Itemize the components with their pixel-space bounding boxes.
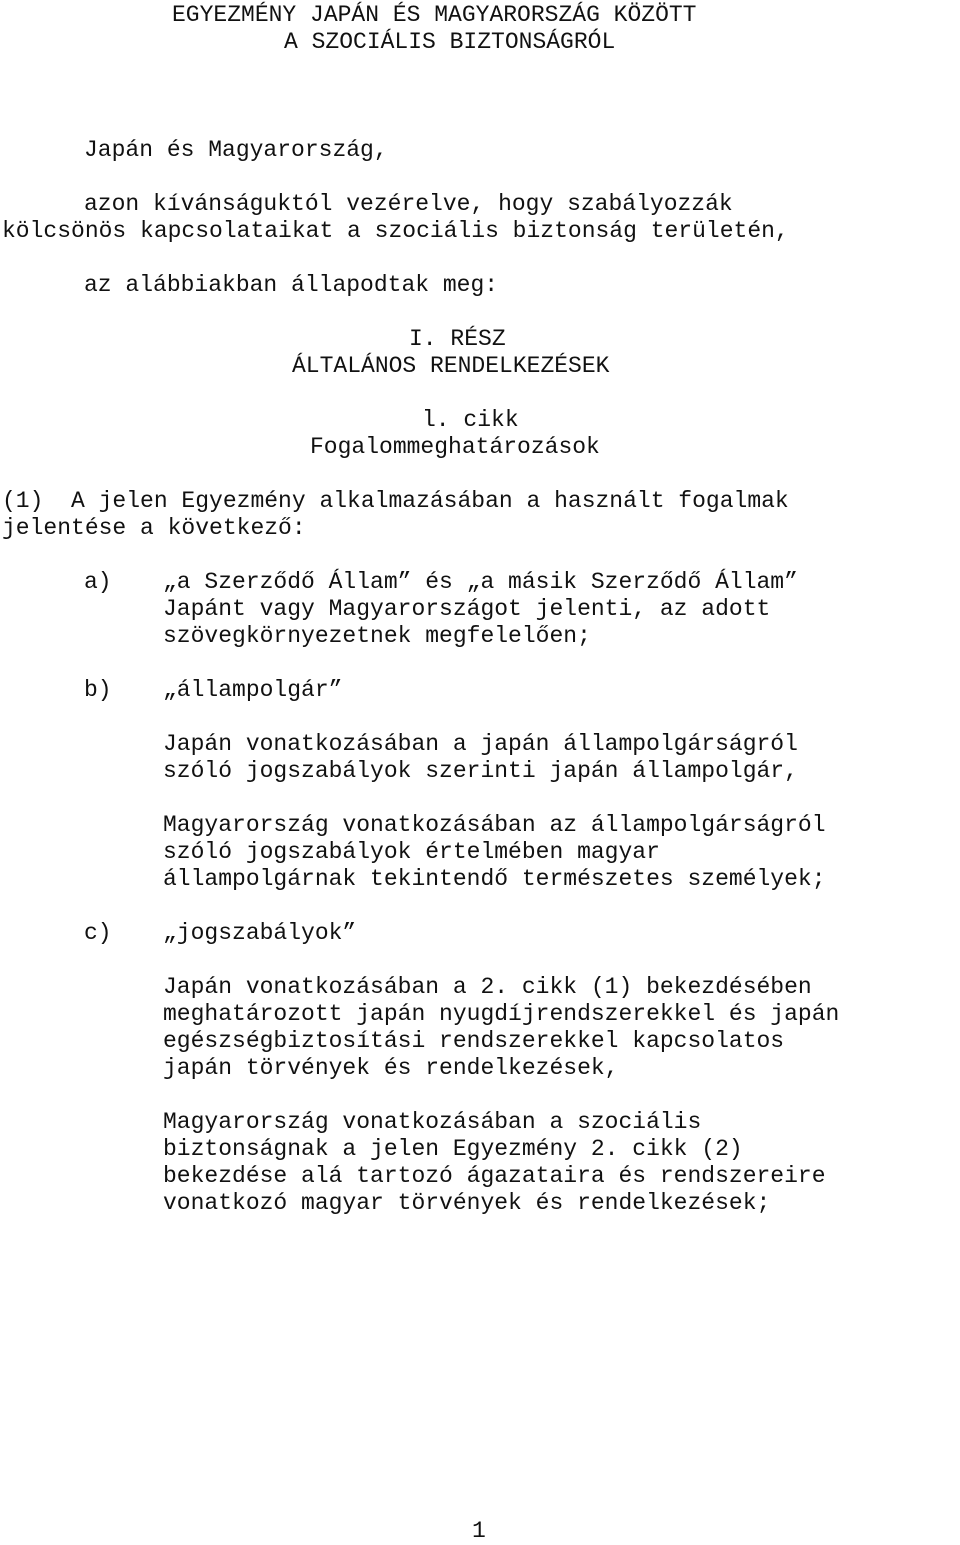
item-c-japan-line3: egészségbiztosítási rendszerekkel kapcsolatos: [163, 1028, 785, 1054]
item-b-hungary-line3: állampolgárnak tekintendő természetes személyek;: [163, 866, 826, 892]
item-b-label: b): [84, 677, 112, 703]
item-a-label: a): [84, 569, 112, 595]
item-b-hungary-line1: Magyarország vonatkozásában az állampolgárságról: [163, 812, 826, 838]
item-b-term: „állampolgár”: [163, 677, 343, 703]
item-c-hungary-line1: Magyarország vonatkozásában a szociális: [163, 1109, 702, 1135]
preamble-intent-line2: kölcsönös kapcsolataikat a szociális biztonság területén,: [2, 218, 789, 244]
page-number: 1: [472, 1518, 486, 1544]
item-b-japan-line1: Japán vonatkozásában a japán állampolgárságról: [163, 731, 798, 757]
item-a-line1: „a Szerződő Állam” és „a másik Szerződő Állam”: [163, 569, 798, 595]
preamble-intent-line1: azon kívánságuktól vezérelve, hogy szabályozzák: [84, 191, 733, 217]
item-c-hungary-line2: biztonságnak a jelen Egyezmény 2. cikk (2): [163, 1136, 743, 1162]
item-c-hungary-line4: vonatkozó magyar törvények és rendelkezések;: [163, 1190, 771, 1216]
item-a-line3: szövegkörnyezetnek megfelelően;: [163, 623, 591, 649]
article-title: Fogalommeghatározások: [310, 434, 600, 460]
item-c-japan-line2: meghatározott japán nyugdíjrendszerekkel és japán: [163, 1001, 840, 1027]
item-a-line2: Japánt vagy Magyarországot jelenti, az adott: [163, 596, 771, 622]
item-c-label: c): [84, 920, 112, 946]
paragraph1-line2: jelentése a következő:: [2, 515, 306, 541]
document-title-line2: A SZOCIÁLIS BIZTONSÁGRÓL: [284, 29, 616, 55]
item-b-japan-line2: szóló jogszabályok szerinti japán állampolgár,: [163, 758, 798, 784]
document-title-line1: EGYEZMÉNY JAPÁN ÉS MAGYARORSZÁG KÖZÖTT: [172, 2, 697, 28]
item-b-hungary-line2: szóló jogszabályok értelmében magyar: [163, 839, 660, 865]
preamble-parties: Japán és Magyarország,: [84, 137, 388, 163]
item-c-japan-line4: japán törvények és rendelkezések,: [163, 1055, 619, 1081]
part-number: I. RÉSZ: [409, 326, 506, 352]
paragraph1-line1: (1) A jelen Egyezmény alkalmazásában a használt fogalmak: [2, 488, 789, 514]
part-title: ÁLTALÁNOS RENDELKEZÉSEK: [292, 353, 610, 379]
item-c-hungary-line3: bekezdése alá tartozó ágazataira és rendszereire: [163, 1163, 826, 1189]
item-c-term: „jogszabályok”: [163, 920, 357, 946]
article-number: l. cikk: [422, 407, 519, 433]
preamble-agreed: az alábbiakban állapodtak meg:: [84, 272, 499, 298]
item-c-japan-line1: Japán vonatkozásában a 2. cikk (1) bekezdésében: [163, 974, 812, 1000]
